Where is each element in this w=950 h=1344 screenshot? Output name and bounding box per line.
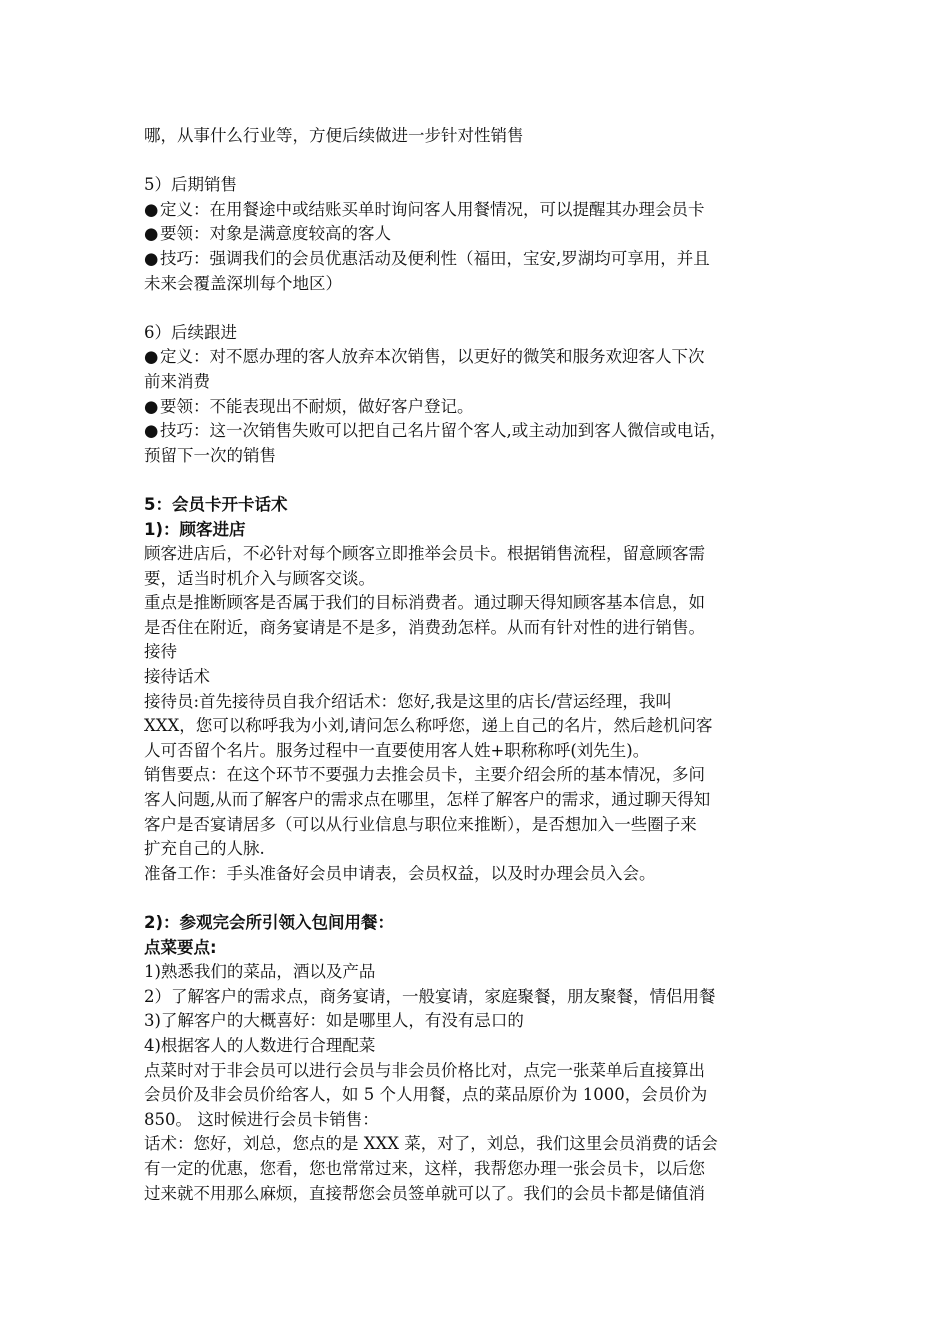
section-heading — [144, 518, 814, 543]
text-line — [144, 640, 814, 665]
bullet-icon: ● — [144, 421, 159, 441]
line-text: XXX，您可以称呼我为小刘,请问怎么称呼您，递上自己的名片，然后趁机问客 — [144, 716, 713, 736]
line-text: 前来消费 — [144, 371, 210, 391]
line-text: 客人问题,从而了解客户的需求点在哪里，怎样了解客户的需求，通过聊天得知 — [144, 790, 711, 810]
text-line — [144, 665, 814, 690]
text-line — [144, 1182, 814, 1207]
line-text: 技巧：这一次销售失败可以把自己名片留个客人,或主动加到客人微信或电话， — [160, 421, 727, 441]
bullet-icon: ● — [144, 248, 159, 268]
text-line — [144, 272, 814, 297]
text-line — [144, 370, 814, 395]
bullet-item — [144, 222, 814, 247]
section-heading — [144, 493, 814, 518]
line-text: 未来会覆盖深圳每个地区） — [144, 273, 342, 293]
text-line — [144, 1009, 814, 1034]
text-line — [144, 690, 814, 715]
line-text: 4)根据客人的人数进行合理配菜 — [144, 1035, 376, 1055]
line-text: 5：会员卡开卡话术 — [144, 494, 288, 514]
text-line — [144, 714, 814, 739]
text-line — [144, 1059, 814, 1084]
line-text: 定义：对不愿办理的客人放弃本次销售，以更好的微笑和服务欢迎客人下次 — [160, 347, 705, 367]
bullet-icon: ● — [144, 199, 159, 219]
text-line — [144, 960, 814, 985]
blank-line — [144, 886, 814, 911]
bullet-item — [144, 247, 814, 272]
text-line — [144, 985, 814, 1010]
line-text: 点菜要点: — [144, 937, 217, 957]
line-text: 扩充自己的人脉. — [144, 839, 265, 859]
text-line — [144, 788, 814, 813]
text-line — [144, 321, 814, 346]
line-text: 话术：您好，刘总，您点的是 XXX 菜，对了，刘总，我们这里会员消费的话会 — [144, 1134, 718, 1154]
line-text: 接待 — [144, 642, 177, 662]
line-text: 顾客进店后，不必针对每个顾客立即推举会员卡。根据销售流程，留意顾客需 — [144, 544, 705, 564]
bullet-item — [144, 198, 814, 223]
line-text: 6）后续跟进 — [144, 322, 237, 342]
text-line — [144, 1157, 814, 1182]
text-line — [144, 567, 814, 592]
text-line — [144, 763, 814, 788]
text-line — [144, 124, 814, 149]
line-text: 3)了解客户的大概喜好：如是哪里人，有没有忌口的 — [144, 1011, 524, 1031]
line-text: 技巧：强调我们的会员优惠活动及便利性（福田，宝安,罗湖均可享用，并且 — [160, 248, 710, 268]
text-line — [144, 616, 814, 641]
bullet-icon: ● — [144, 224, 159, 244]
line-text: 过来就不用那么麻烦，直接帮您会员签单就可以了。我们的会员卡都是储值消 — [144, 1183, 705, 1203]
text-line — [144, 542, 814, 567]
text-line — [144, 739, 814, 764]
blank-line — [144, 468, 814, 493]
line-text: 1)熟悉我们的菜品，酒以及产品 — [144, 962, 376, 982]
line-text: 会员价及非会员价给客人，如 5 个人用餐，点的菜品原价为 1000，会员价为 — [144, 1085, 708, 1105]
text-line — [144, 862, 814, 887]
text-line — [144, 1132, 814, 1157]
line-text: 接待员:首先接待员自我介绍话术：您好,我是这里的店长/营运经理，我叫 — [144, 691, 672, 711]
text-line — [144, 837, 814, 862]
line-text: 预留下一次的销售 — [144, 445, 276, 465]
bullet-item — [144, 419, 814, 444]
text-line — [144, 444, 814, 469]
line-text: 2）了解客户的需求点，商务宴请，一般宴请，家庭聚餐，朋友聚餐，情侣用餐 — [144, 986, 716, 1006]
line-text: 点菜时对于非会员可以进行会员与非会员价格比对，点完一张菜单后直接算出 — [144, 1060, 705, 1080]
section-heading — [144, 911, 814, 936]
document-body — [144, 124, 814, 1206]
line-text: 是否住在附近，商务宴请是不是多，消费劲怎样。从而有针对性的进行销售。 — [144, 617, 705, 637]
line-text: 客户是否宴请居多（可以从行业信息与职位来推断），是否想加入一些圈子来 — [144, 814, 697, 834]
bullet-item — [144, 345, 814, 370]
line-text: 准备工作：手头准备好会员申请表，会员权益，以及时办理会员入会。 — [144, 863, 656, 883]
text-line — [144, 813, 814, 838]
section-heading — [144, 936, 814, 961]
line-text: 2)：参观完会所引领入包间用餐： — [144, 913, 395, 932]
line-text: 要领：不能表现出不耐烦，做好客户登记。 — [160, 396, 474, 416]
bullet-item — [144, 395, 814, 420]
line-text: 要领：对象是满意度较高的客人 — [160, 224, 391, 244]
bullet-icon: ● — [144, 347, 159, 367]
text-line — [144, 1083, 814, 1108]
line-text: 要，适当时机介入与顾客交谈。 — [144, 568, 375, 588]
line-text: 接待话术 — [144, 667, 210, 687]
line-text: 定义：在用餐途中或结账买单时询问客人用餐情况，可以提醒其办理会员卡 — [160, 199, 705, 219]
line-text: 销售要点：在这个环节不要强力去推会员卡，主要介绍会所的基本情况，多问 — [144, 765, 705, 785]
line-text: 850。 这时候进行会员卡销售： — [144, 1109, 379, 1129]
line-text: 1)：顾客进店 — [144, 519, 246, 539]
text-line — [144, 1108, 814, 1133]
line-text: 有一定的优惠，您看，您也常常过来，这样，我帮您办理一张会员卡，以后您 — [144, 1158, 705, 1178]
text-line — [144, 1034, 814, 1059]
text-line — [144, 173, 814, 198]
text-line — [144, 591, 814, 616]
blank-line — [144, 149, 814, 174]
line-text: 哪，从事什么行业等，方便后续做进一步针对性销售 — [144, 126, 524, 145]
line-text: 5）后期销售 — [144, 175, 237, 195]
line-text: 人可否留个名片。服务过程中一直要使用客人姓+职称称呼(刘先生)。 — [144, 740, 650, 760]
bullet-icon: ● — [144, 396, 159, 416]
line-text: 重点是推断顾客是否属于我们的目标消费者。通过聊天得知顾客基本信息，如 — [144, 593, 705, 613]
blank-line — [144, 296, 814, 321]
